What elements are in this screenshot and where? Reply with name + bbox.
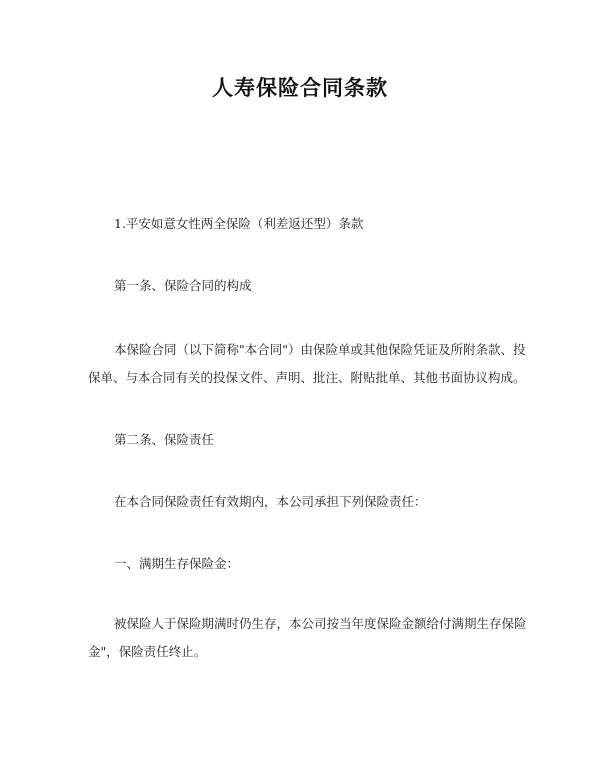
document-title: 人寿保险合同条款 xyxy=(212,76,388,100)
benefit-1-heading: 一、满期生存保险金： xyxy=(114,556,240,571)
article-1-heading: 第一条、保险合同的构成 xyxy=(114,278,252,293)
article-1-body: 本保险合同（以下简称"本合同"）由保险单或其他保险凭证及所附条款、投保单、与本合同有关的投保文件、声明、批注、附贴批单、其他书面协议构成。 xyxy=(88,342,526,385)
article-2-intro: 在本合同保险责任有效期内，本公司承担下列保险责任： xyxy=(114,494,427,509)
article-2-heading: 第二条、保险责任 xyxy=(114,432,215,447)
clause-heading: 1.平安如意女性两全保险（利差返还型）条款 xyxy=(114,216,364,231)
benefit-1-body: 被保险人于保险期满时仍生存，本公司按当年度保险金额给付满期生存保险金"，保险责任终止。 xyxy=(88,616,527,659)
